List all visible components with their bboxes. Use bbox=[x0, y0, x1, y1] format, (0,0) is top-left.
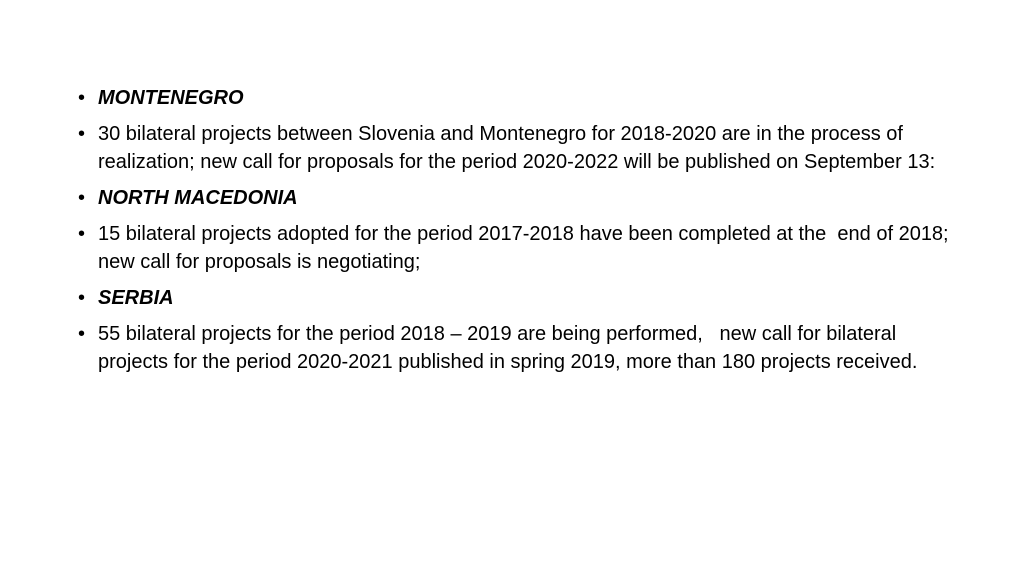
bullet-item-north-macedonia-heading bbox=[74, 184, 954, 212]
bullet-dot-icon: • bbox=[78, 223, 86, 245]
bullet-dot-icon: • bbox=[78, 287, 86, 309]
bullet-text: 15 bilateral projects adopted for the period 2017-2018 have been completed at the end of 2018; new call for proposals is negotiating; bbox=[98, 223, 960, 273]
country-heading: MONTENEGRO bbox=[98, 87, 244, 109]
bullet-dot-icon: • bbox=[78, 187, 86, 209]
bullet-list bbox=[74, 84, 960, 384]
bullet-dot-icon: • bbox=[78, 323, 86, 345]
bullet-item-north-macedonia-body bbox=[74, 220, 960, 276]
bullet-dot-icon: • bbox=[78, 123, 86, 145]
bullet-dot-icon: • bbox=[78, 87, 86, 109]
bullet-item-montenegro-heading bbox=[74, 84, 954, 112]
country-heading: SERBIA bbox=[98, 287, 174, 309]
bullet-item-serbia-heading bbox=[74, 284, 954, 312]
country-heading: NORTH MACEDONIA bbox=[98, 187, 298, 209]
bullet-text: 30 bilateral projects between Slovenia and Montenegro for 2018-2020 are in the process of realization; new call for proposals for the period 2020-2022 will be published on September 13: bbox=[98, 123, 936, 173]
bullet-item-serbia-body bbox=[74, 320, 954, 376]
bullet-item-montenegro-body bbox=[74, 120, 954, 176]
bullet-text: 55 bilateral projects for the period 2018 – 2019 are being performed, new call for bilateral projects for the period 2020-2021 published in spring 2019, more than 180 projects received. bbox=[98, 323, 918, 373]
